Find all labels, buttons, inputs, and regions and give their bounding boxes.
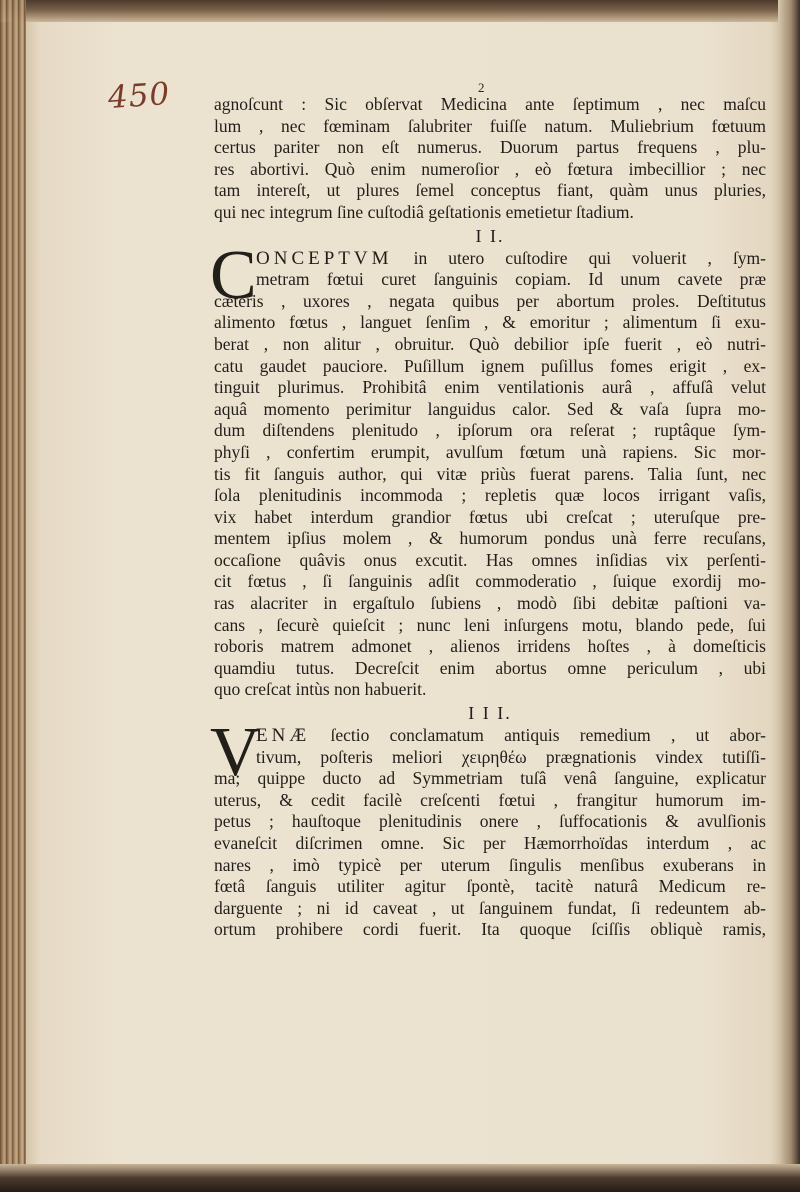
text-line: tinguit plurimus. Prohibitâ enim ventilationis aurâ , affuſâ velut	[214, 377, 766, 398]
text-line: quamdiu tutus. Decreſcit enim abortus omne periculum , ubi	[214, 657, 766, 678]
text-line: evaneſcit diſcrimen omne. Sic per Hæmorrhoïdas interdum , ac	[214, 833, 766, 853]
text-line: certus pariter non eſt numerus. Duorum partus frequens , plu-	[214, 137, 766, 158]
first-word: ENÆ	[256, 725, 311, 747]
text-line: agnoſcunt : Sic obſervat Medicina ante ſeptimum , nec maſcu	[214, 94, 766, 114]
text-line: roboris matrem admonet , alienos irridens hoſtes , à domeſticis	[214, 636, 766, 657]
text-line: dum diſtendens plenitudo , ipſorum ora reſerat ; ruptâque ſym-	[214, 420, 766, 441]
text-line: tam intereſt, ut plures ſemel conceptus fiant, quàm unus pluries,	[214, 180, 766, 201]
text-line: mentem ipſius molem , & humorum pondus unà ferre recuſans,	[214, 528, 766, 549]
drop-cap: C	[210, 236, 257, 314]
body-text	[210, 94, 767, 941]
text-line: nares , imò typicè per uterum ſingulis menſibus exuberans in	[214, 854, 766, 875]
text-line: aquâ momento perimitur languidus calor. Sed & vaſa ſupra mo-	[214, 398, 766, 419]
text-line: darguente ; ni id caveat , ut ſanguinem fundat, ſi redeuntem ab-	[214, 897, 766, 918]
signature-mark: 2	[478, 80, 485, 95]
text-line: petus ; hauſtoque plenitudinis onere , ſuffocationis & avulſionis	[214, 811, 766, 832]
section-heading-2: I I.	[475, 225, 505, 246]
text-line: qui nec integrum ſine cuſtodiâ geſtationis emetietur ſtadium.	[214, 201, 634, 222]
text-line: cit fœtus , ſi ſanguinis adſit commoderatio , ſuique exordij mo-	[214, 571, 766, 592]
section-2-paragraph	[210, 236, 766, 701]
text-line: lum , nec fœminam ſalubriter fuiſſe natum. Muliebrium fœtuum	[214, 115, 766, 136]
text-line: vix habet interdum grandior fœtus ubi creſcat ; uteruſque pre-	[214, 506, 766, 527]
text-line: cans , ſecurè quieſcit ; nunc leni inſurgens motu, blando pede, ſui	[214, 614, 766, 635]
text-line	[214, 248, 766, 270]
page-bottom-edge	[0, 1164, 800, 1192]
book-gutter	[0, 0, 26, 1192]
text-line: ſola plenitudinis incommoda ; repletis quæ locos irrigant vaſis,	[214, 485, 766, 506]
section-3-paragraph	[210, 714, 767, 941]
text-line: cæteris , uxores , negata quibus per abortum proles. Deſtitutus	[214, 290, 766, 311]
text-line: fœtâ ſanguis utiliter agitur ſpontè, tacitè naturâ Medicum re-	[214, 876, 766, 897]
page-right-edge	[778, 0, 800, 1192]
text-line-rest: in utero cuſtodire qui voluerit , ſym-	[413, 247, 766, 268]
text-line: ma; quippe ducto ad Symmetriam tuſâ venâ ſanguine, explicatur	[214, 768, 766, 789]
text-line: tivum, poſteris meliori χειρηθέω prægnationis vindex tutiſſi-	[256, 746, 766, 767]
drop-cap: V	[210, 714, 261, 792]
text-line: metram fœtui curet ſanguinis copiam. Id unum cavete præ	[256, 269, 766, 290]
text-line: phyſi , confertim erumpit, avulſum fœtum unà rapiens. Sic mor-	[214, 441, 766, 462]
text-line-rest: ſectio conclamatum antiquis remedium , ut abor-	[330, 725, 767, 746]
text-line: ortum prohibere cordi fuerit. Ita quoque ſciſſis obliquè ramis,	[214, 919, 766, 940]
text-line: ras alacriter in ergaſtulo ſubiens , modò ſibi debitæ paſtioni va-	[214, 593, 766, 614]
text-line: res abortivi. Quò enim numeroſior , eò fœtura imbecillior ; nec	[214, 158, 766, 179]
text-line: berat , non alitur , obruitur. Quò debilior ipſe fuerit , eò nutri-	[214, 333, 766, 354]
text-line	[214, 725, 766, 747]
page-top-edge	[0, 0, 800, 22]
text-line: uterus, & cedit facilè creſcenti fœtui , frangitur humorum im-	[214, 789, 766, 810]
first-word: ONCEPTVM	[256, 247, 393, 269]
text-line: alimento fœtus , languet ſenſim , & emoritur ; alimentum ſi exu-	[214, 312, 766, 333]
text-line: tis fit ſanguis author, qui vitæ priùs fuerat parens. Talia ſunt, nec	[214, 463, 766, 484]
text-line: occaſione quâvis onus excutit. Has omnes inſidias vix perſenti-	[214, 549, 766, 570]
section-heading-3: I I I.	[468, 703, 512, 724]
text-line: catu gaudet pauciore. Puſillum ignem puſillus fomes erigit , ex-	[214, 355, 766, 376]
intro-paragraph	[214, 94, 766, 224]
handwritten-page-number: 450	[106, 75, 172, 117]
text-line: quo creſcat intùs non habuerit.	[214, 679, 427, 700]
